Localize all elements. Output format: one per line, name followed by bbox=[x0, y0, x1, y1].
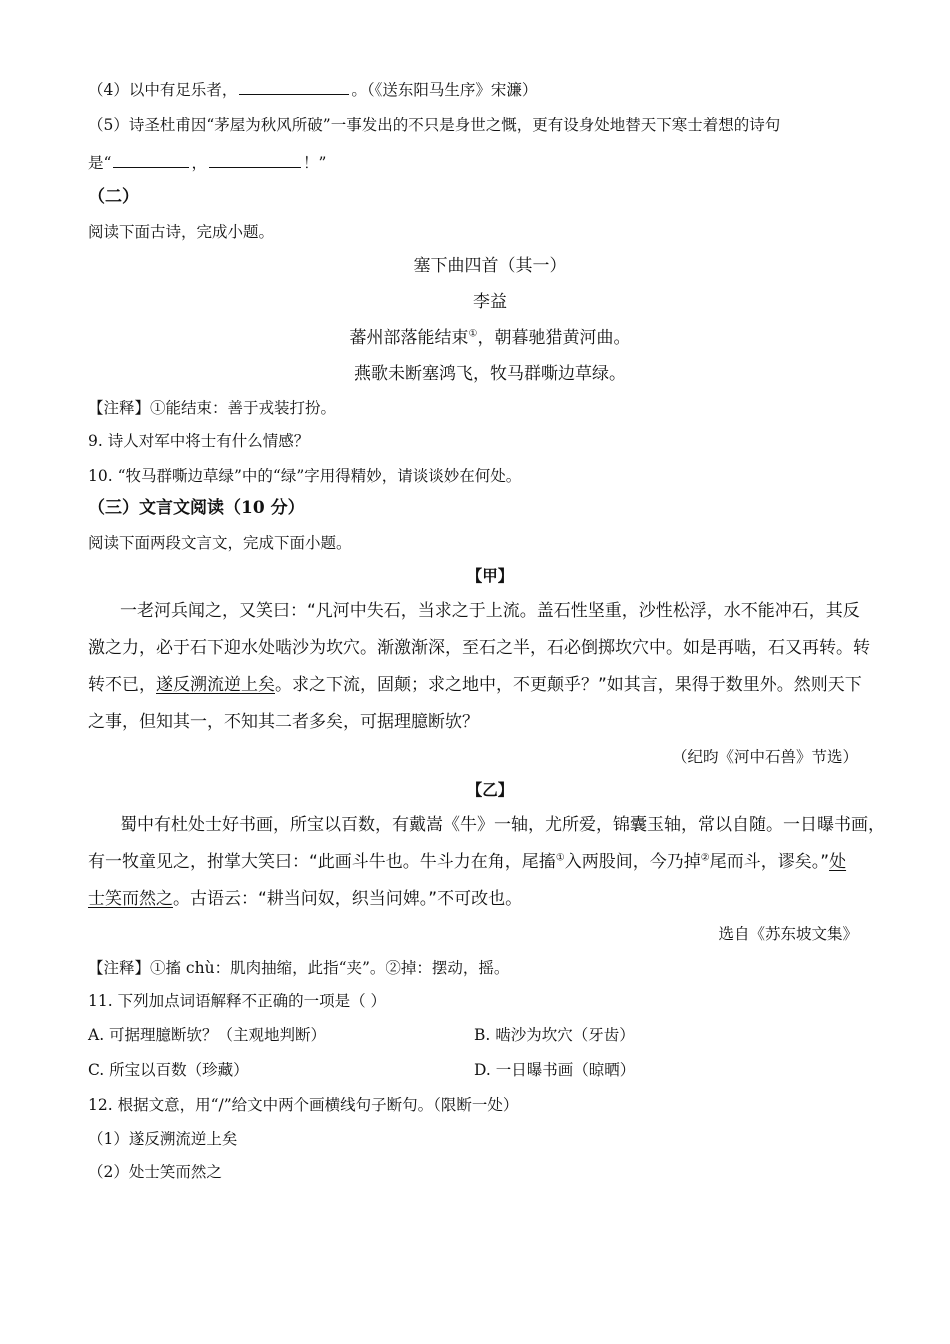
note-marker: ① bbox=[468, 328, 478, 340]
question-4 bbox=[88, 80, 537, 100]
question-12-part-2: （2）处士笑而然之 bbox=[88, 1163, 222, 1181]
passage-yi-line-3 bbox=[88, 888, 522, 910]
passage-notes: 【注释】①搐 chù：肌肉抽缩，此指“夹”。②掉：摆动，摇。 bbox=[88, 959, 510, 977]
underlined-sentence-1: 遂反溯流逆上矣 bbox=[156, 675, 275, 695]
q5-mid: ， bbox=[191, 154, 207, 172]
answer-blank[interactable] bbox=[209, 153, 301, 168]
poem-author: 李益 bbox=[473, 292, 507, 312]
q5-pre: 是“ bbox=[88, 154, 112, 172]
poem-line-1b: ，朝暮驰猎黄河曲。 bbox=[477, 328, 631, 348]
section-3-heading: （三）文言文阅读（10 分） bbox=[88, 498, 305, 518]
poem-title: 塞下曲四首（其一） bbox=[413, 256, 567, 276]
question-11: 11. 下列加点词语解释不正确的一项是（ ） bbox=[88, 992, 387, 1010]
underlined-sentence-2-end: 士笑而然之 bbox=[88, 889, 173, 909]
yi-text: 入两股间，今乃掉 bbox=[564, 852, 701, 872]
passage-jia-line-1: 一老河兵闻之，又笑曰：“凡河中失石，当求之于上流。盖石性坚重，沙性松浮，水不能冲石，其反 bbox=[120, 601, 860, 621]
yi-text: 尾而斗，谬矣。” bbox=[709, 852, 830, 872]
poem-line-2: 燕歌未断塞鸿飞，牧马群嘶边草绿。 bbox=[354, 364, 626, 384]
question-12: 12. 根据文意，用“/”给文中两个画横线句子断句。（限断一处） bbox=[88, 1096, 519, 1114]
section-3-intro: 阅读下面两段文言文，完成下面小题。 bbox=[88, 534, 352, 552]
option-c[interactable]: C. 所宝以百数（珍藏） bbox=[88, 1061, 249, 1079]
poem-line-1 bbox=[0, 327, 950, 349]
section-2-intro: 阅读下面古诗，完成小题。 bbox=[88, 223, 275, 241]
underlined-sentence-2-start: 处 bbox=[829, 852, 847, 872]
passage-jia-line-4: 之事，但知其一，不知其二者多矣，可据理臆断欤？ bbox=[88, 712, 479, 732]
passage-jia-label: 【甲】 bbox=[466, 566, 514, 585]
question-9: 9. 诗人对军中将士有什么情感？ bbox=[88, 432, 310, 450]
jia-text: 转不已， bbox=[88, 675, 156, 695]
passage-jia-line-3 bbox=[88, 674, 862, 696]
passage-yi-source: 选自《苏东坡文集》 bbox=[718, 925, 858, 943]
answer-blank[interactable] bbox=[239, 80, 349, 95]
q4-source: 。（《送东阳马生序》宋濂） bbox=[351, 81, 538, 99]
poem-line-1a: 蕃州部落能结束 bbox=[349, 328, 469, 348]
question-5-line2 bbox=[88, 153, 326, 173]
passage-yi-line-1: 蜀中有杜处士好书画，所宝以百数，有戴嵩《牛》一轴，尤所爱，锦囊玉轴，常以自随。一日曝书画， bbox=[120, 815, 885, 835]
q4-prompt: （4）以中有足乐者， bbox=[88, 81, 238, 99]
poem-note: 【注释】①能结束：善于戎装打扮。 bbox=[88, 399, 337, 417]
question-5-line1: （5）诗圣杜甫因“茅屋为秋风所破”一事发出的不只是身世之慨，更有设身处地替天下寒士着想的诗句 bbox=[88, 116, 781, 134]
option-d[interactable]: D. 一日曝书画（晾晒） bbox=[474, 1061, 636, 1079]
yi-text: 有一牧童见之，拊掌大笑曰：“此画斗牛也。牛斗力在角，尾搐 bbox=[88, 852, 556, 872]
jia-text: 。求之下流，固颠；求之地中，不更颠乎？”如其言，果得于数里外。然则天下 bbox=[275, 675, 862, 695]
passage-yi-label: 【乙】 bbox=[466, 780, 514, 799]
note-marker: ② bbox=[700, 852, 710, 864]
question-12-part-1: （1）遂反溯流逆上矣 bbox=[88, 1130, 238, 1148]
option-b[interactable]: B. 啮沙为坎穴（牙齿） bbox=[474, 1026, 635, 1044]
passage-yi-line-2 bbox=[88, 851, 846, 873]
option-a[interactable]: A. 可据理臆断欤？（主观地判断） bbox=[88, 1026, 327, 1044]
passage-jia-source: （纪昀《河中石兽》节选） bbox=[671, 748, 858, 766]
note-marker: ① bbox=[555, 852, 565, 864]
question-10: 10. “牧马群嘶边草绿”中的“绿”字用得精妙，请谈谈妙在何处。 bbox=[88, 467, 522, 485]
answer-blank[interactable] bbox=[113, 153, 189, 168]
section-2-heading: （二） bbox=[88, 187, 139, 207]
yi-text: 。古语云：“耕当问奴，织当问婢。”不可改也。 bbox=[173, 889, 523, 909]
q5-post: ！” bbox=[302, 154, 327, 172]
passage-jia-line-2: 激之力，必于石下迎水处啮沙为坎穴。渐激渐深，至石之半，石必倒掷坎穴中。如是再啮，石又再转。转 bbox=[88, 638, 870, 658]
